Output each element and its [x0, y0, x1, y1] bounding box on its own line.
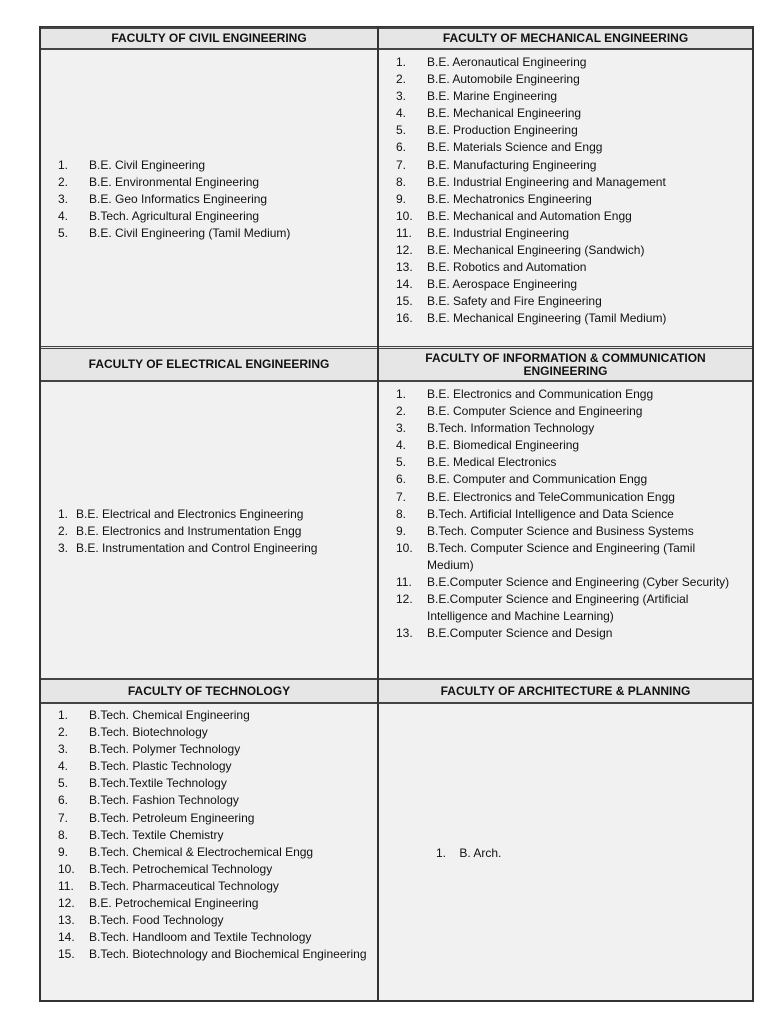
technology-faculty-heading: FACULTY OF TECHNOLOGY — [41, 678, 377, 704]
list-item — [396, 191, 666, 208]
item-number: 13. — [396, 626, 413, 641]
item-number: 4. — [58, 759, 69, 774]
item-label: B.E. Materials Science and Engg — [427, 140, 603, 155]
list-item — [58, 810, 367, 827]
item-number: 13. — [396, 260, 413, 275]
list-item — [58, 895, 367, 912]
item-number: 3. — [58, 192, 69, 207]
item-number: 12. — [396, 592, 413, 607]
list-item — [58, 174, 290, 191]
item-number: 9. — [396, 523, 407, 538]
item-label: B.E. Biomedical Engineering — [427, 438, 580, 453]
list-item — [396, 88, 666, 105]
item-label: B.E. Electronics and Communication Engg — [427, 387, 654, 401]
item-label: B.Tech. Chemical & Electrochemical Engg — [89, 844, 314, 859]
list-item — [396, 506, 757, 523]
item-label: B.E. Mechanical Engineering (Sandwich) — [427, 243, 645, 258]
civil-faculty-heading: FACULTY OF CIVIL ENGINEERING — [41, 27, 377, 50]
item-label: B.Tech. Fashion Technology — [89, 793, 239, 808]
list-item — [396, 471, 757, 488]
list-item — [396, 523, 757, 540]
item-number: 3. — [396, 89, 407, 104]
item-label: B.Tech. Computer Science and Engineering (Tamil Medium) — [427, 540, 696, 572]
item-label: B.Tech. Biotechnology — [89, 725, 208, 740]
item-label: B.Tech. Artificial Intelligence and Data Science — [427, 506, 674, 521]
item-label: B.E. Mechanical Engineering (Tamil Medium) — [427, 311, 667, 326]
item-label: B.Tech. Chemical Engineering — [89, 708, 250, 722]
item-label: B.E.Computer Science and Engineering (Artificial Intelligence and Machine Learning) — [427, 592, 689, 624]
item-number: 4. — [396, 438, 407, 453]
list-item — [396, 293, 666, 310]
item-label: B.E. Aerospace Engineering — [427, 277, 578, 292]
list-item — [396, 454, 757, 471]
item-label: B.Tech. Computer Science and Business Systems — [427, 523, 694, 538]
item-number: 6. — [396, 140, 407, 155]
item-number: 16. — [396, 311, 413, 326]
item-number: 7. — [396, 489, 407, 504]
list-item — [396, 225, 666, 242]
column-divider — [377, 26, 379, 1002]
list-item — [396, 591, 757, 625]
item-number: 1. — [396, 387, 407, 401]
item-label: B.E. Petrochemical Engineering — [89, 896, 259, 911]
item-number: 2. — [396, 72, 407, 87]
list-item — [58, 540, 317, 557]
item-number: 2. — [58, 175, 69, 190]
list-item — [396, 122, 666, 139]
item-number: 8. — [58, 827, 69, 842]
item-number: 5. — [396, 455, 407, 470]
item-label: B.E. Robotics and Automation — [427, 260, 587, 275]
list-item — [58, 861, 367, 878]
item-label: B.Tech. Polymer Technology — [89, 742, 241, 757]
item-number: 8. — [396, 506, 407, 521]
list-item — [396, 437, 757, 454]
list-item — [396, 386, 757, 403]
item-label: B.E. Mechatronics Engineering — [427, 191, 592, 206]
item-label: B. Arch. — [459, 846, 502, 860]
list-item — [396, 105, 666, 122]
item-label: B.E.Computer Science and Design — [427, 626, 613, 641]
item-label: B.Tech. Petrochemical Technology — [89, 861, 273, 876]
item-label: B.E. Manufacturing Engineering — [427, 157, 597, 172]
item-number: 6. — [58, 793, 69, 808]
item-label: B.Tech. Biotechnology and Biochemical Engineering — [89, 947, 367, 962]
architecture-program-list — [436, 846, 501, 860]
item-label: B.Tech. Textile Chemistry — [89, 827, 224, 842]
item-number: 10. — [396, 208, 413, 223]
civil-program-list — [58, 157, 290, 242]
item-label: B.E. Computer and Communication Engg — [427, 472, 648, 487]
list-item — [396, 574, 757, 591]
mechanical-program-list — [396, 54, 666, 328]
item-label: B.E. Environmental Engineering — [89, 175, 260, 190]
item-number: 7. — [58, 810, 69, 825]
list-item — [58, 844, 367, 861]
item-number: 3. — [396, 421, 407, 436]
item-label: B.E. Electrical and Electronics Engineering — [76, 507, 304, 521]
item-number: 15. — [58, 947, 75, 962]
item-label: B.E.Computer Science and Engineering (Cyber Security) — [427, 575, 730, 590]
technology-program-list — [58, 707, 367, 963]
item-number: 11. — [396, 225, 412, 240]
item-number: 4. — [396, 106, 407, 121]
item-label: B.Tech. Petroleum Engineering — [89, 810, 255, 825]
list-item — [58, 191, 290, 208]
item-number: 8. — [396, 174, 407, 189]
item-label: B.E. Civil Engineering — [89, 158, 206, 172]
architecture-faculty-heading: FACULTY OF ARCHITECTURE & PLANNING — [379, 678, 752, 704]
item-label: B.E. Safety and Fire Engineering — [427, 294, 602, 309]
list-item — [396, 259, 666, 276]
item-number: 11. — [396, 575, 412, 590]
list-item — [58, 912, 367, 929]
item-number: 12. — [396, 243, 413, 258]
list-item — [58, 792, 367, 809]
list-item — [396, 71, 666, 88]
item-label: B.E. Production Engineering — [427, 123, 578, 138]
item-label: B.E. Computer Science and Engineering — [427, 404, 643, 419]
item-label: B.E. Medical Electronics — [427, 455, 557, 470]
list-item — [396, 139, 666, 156]
item-number: 9. — [58, 844, 69, 859]
list-item — [58, 157, 290, 174]
list-item — [58, 827, 367, 844]
item-label: B.E. Industrial Engineering — [427, 225, 570, 240]
list-item — [396, 625, 757, 642]
item-label: B.Tech. Pharmaceutical Technology — [89, 878, 279, 893]
item-label: B.E. Marine Engineering — [427, 89, 558, 104]
list-item — [58, 506, 317, 523]
list-item — [58, 775, 367, 792]
item-number: 3. — [58, 541, 69, 556]
list-item — [396, 242, 666, 259]
list-item — [396, 157, 666, 174]
electrical-program-list — [58, 506, 317, 557]
list-item — [396, 208, 666, 225]
list-item — [58, 878, 367, 895]
item-number: 11. — [58, 878, 74, 893]
item-number: 5. — [396, 123, 407, 138]
item-number: 3. — [58, 742, 69, 757]
list-item — [396, 174, 666, 191]
electrical-faculty-heading: FACULTY OF ELECTRICAL ENGINEERING — [41, 346, 377, 382]
item-label: B.Tech. Plastic Technology — [89, 759, 232, 774]
list-item — [58, 758, 367, 775]
item-label: B.E. Mechanical Engineering — [427, 106, 582, 121]
item-label: B.Tech. Food Technology — [89, 913, 224, 928]
item-label: B.Tech. Agricultural Engineering — [89, 209, 260, 224]
list-item — [396, 276, 666, 293]
item-number: 2. — [396, 404, 407, 419]
item-number: 5. — [58, 226, 69, 241]
list-item — [58, 707, 367, 724]
item-number: 1. — [436, 846, 447, 860]
item-number: 14. — [396, 277, 413, 292]
item-label: B.E. Geo Informatics Engineering — [89, 192, 268, 207]
item-label: B.E. Mechanical and Automation Engg — [427, 208, 632, 223]
list-item — [58, 523, 317, 540]
item-number: 4. — [58, 209, 69, 224]
item-label: B.E. Industrial Engineering and Management — [427, 174, 666, 189]
list-item — [396, 540, 757, 574]
item-number: 1. — [58, 158, 69, 172]
list-item — [58, 724, 367, 741]
item-label: B.E. Automobile Engineering — [427, 72, 580, 87]
item-number: 1. — [58, 708, 69, 722]
item-number: 9. — [396, 191, 407, 206]
item-number: 2. — [58, 524, 69, 539]
item-label: B.E. Electronics and TeleCommunication Engg — [427, 489, 675, 504]
item-label: B.Tech. Handloom and Textile Technology — [89, 930, 312, 945]
item-number: 15. — [396, 294, 413, 309]
item-label: B.E. Civil Engineering (Tamil Medium) — [89, 226, 291, 241]
item-label: B.E. Instrumentation and Control Engineering — [76, 541, 318, 556]
item-number: 12. — [58, 896, 75, 911]
list-item — [396, 489, 757, 506]
item-number: 14. — [58, 930, 75, 945]
item-label: B.Tech.Textile Technology — [89, 776, 227, 791]
list-item — [58, 929, 367, 946]
item-number: 1. — [58, 507, 69, 521]
ict-faculty-heading: FACULTY OF INFORMATION & COMMUNICATION ENGINEERING — [379, 346, 752, 382]
item-label: B.E. Electronics and Instrumentation Engg — [76, 524, 302, 539]
item-label: B.Tech. Information Technology — [427, 421, 595, 436]
item-label: B.E. Aeronautical Engineering — [427, 55, 587, 69]
list-item — [58, 741, 367, 758]
list-item — [396, 420, 757, 437]
item-number: 10. — [58, 861, 75, 876]
list-item — [396, 54, 666, 71]
list-item — [396, 310, 666, 327]
item-number: 5. — [58, 776, 69, 791]
list-item — [58, 225, 290, 242]
item-number: 2. — [58, 725, 69, 740]
item-number: 13. — [58, 913, 75, 928]
ict-program-list — [396, 386, 757, 642]
list-item — [396, 403, 757, 420]
item-number: 10. — [396, 540, 413, 555]
item-number: 6. — [396, 472, 407, 487]
item-number: 7. — [396, 157, 407, 172]
item-number: 1. — [396, 55, 407, 69]
mechanical-faculty-heading: FACULTY OF MECHANICAL ENGINEERING — [379, 27, 752, 50]
list-item — [58, 946, 367, 963]
list-item — [58, 208, 290, 225]
